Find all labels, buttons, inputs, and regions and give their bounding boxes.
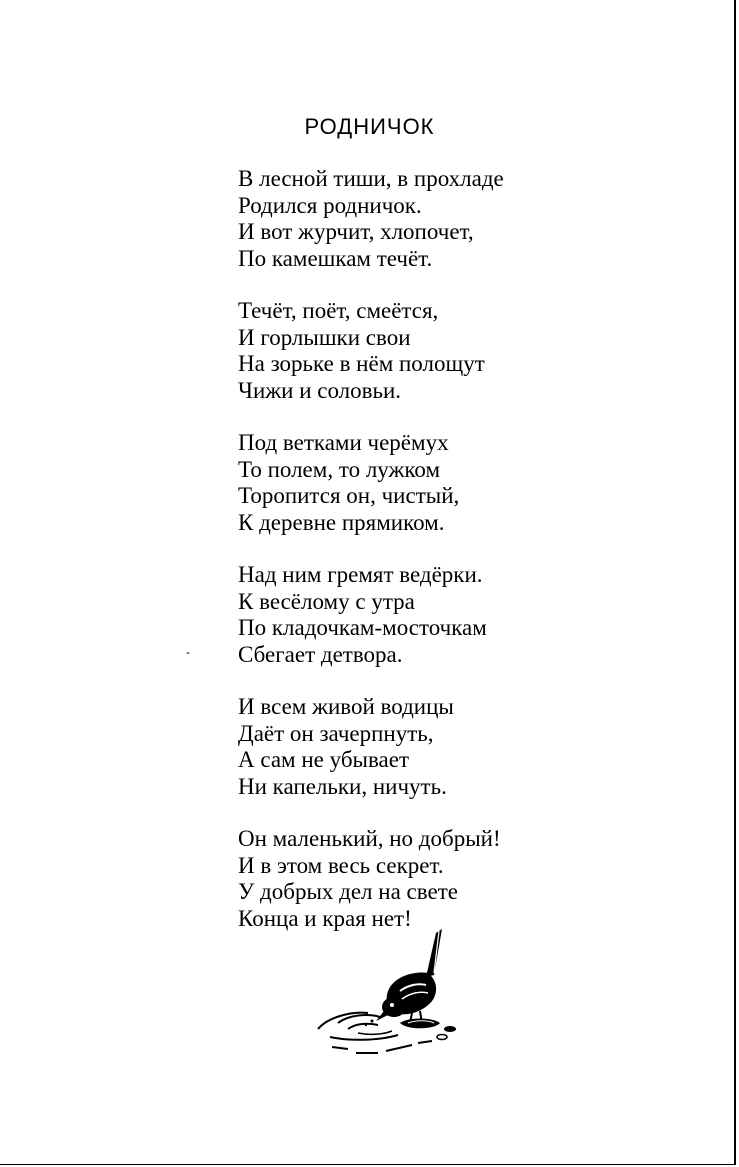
poem-line: По кладочкам-мосточкам xyxy=(238,615,487,640)
poem-line: Под ветками черёмух xyxy=(238,430,449,455)
poem-line: В лесной тиши, в прохладе xyxy=(238,166,504,191)
poem-line: Конца и края нет! xyxy=(238,905,412,931)
poem-line: А сам не убывает xyxy=(238,747,410,772)
poem-line: Течёт, поёт, смеётся, xyxy=(238,298,439,323)
margin-mark: - xyxy=(186,645,190,659)
stanza-2 xyxy=(238,298,568,404)
poem-line: Он маленький, но добрый! xyxy=(238,826,501,851)
poem-line: Торопится он, чистый, xyxy=(238,483,460,508)
poem-line: По камешкам течёт. xyxy=(238,245,433,271)
stanza-5 xyxy=(238,694,568,800)
poem-line: И в этом весь секрет. xyxy=(238,852,444,878)
stanza-1 xyxy=(238,166,568,272)
poem-line: Сбегает детвора. xyxy=(238,641,403,667)
poem-line: Чижи и соловьи. xyxy=(238,377,402,403)
poem-line: У добрых дел на свете xyxy=(238,879,458,904)
poem-line: И всем живой водицы xyxy=(238,694,454,719)
stanza-3 xyxy=(238,430,568,536)
poem-line: К деревне прямиком. xyxy=(238,509,445,535)
poem-line: Даёт он зачерпнуть, xyxy=(238,720,434,746)
poem-title: РОДНИЧОК xyxy=(304,114,435,139)
poem-line: И вот журчит, хлопочет, xyxy=(238,219,474,244)
poem-line: Ни капельки, ничуть. xyxy=(238,773,447,799)
bird-drinking-icon xyxy=(308,925,468,1060)
poem-line: Над ним гремят ведёрки. xyxy=(238,562,483,587)
poem-line: Родился родничок. xyxy=(238,192,422,218)
poem-body xyxy=(238,166,568,958)
poem-line: То полем, то лужком xyxy=(238,456,441,482)
stanza-6 xyxy=(238,826,568,932)
poem-line: И горлышки свои xyxy=(238,324,411,350)
poem-line: На зорьке в нём полощут xyxy=(238,351,485,376)
poem-line: К весёлому с утра xyxy=(238,588,415,614)
stanza-4 xyxy=(238,562,568,668)
